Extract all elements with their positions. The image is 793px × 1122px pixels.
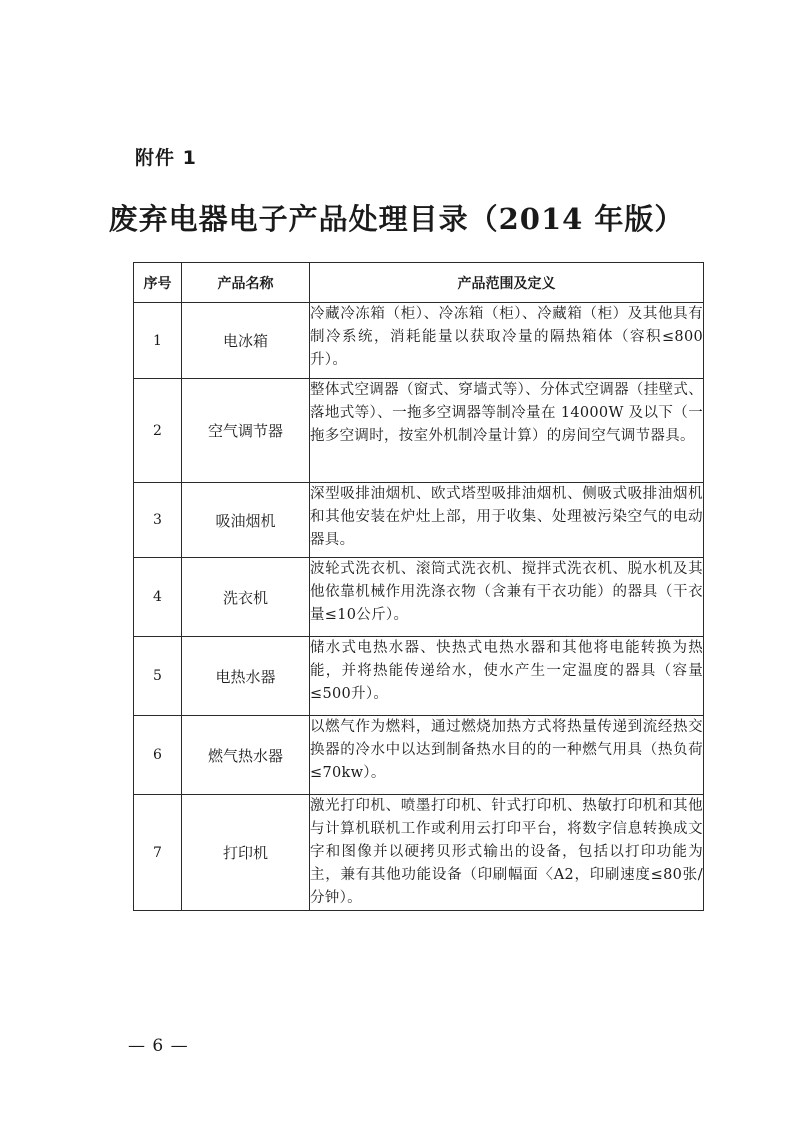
row-product-name: 燃气热水器 — [182, 716, 310, 795]
product-catalog-table — [133, 262, 704, 911]
row-product-name: 吸油烟机 — [182, 483, 310, 558]
table-row — [134, 795, 704, 911]
row-serial-number: 4 — [134, 558, 182, 637]
row-product-name: 电冰箱 — [182, 303, 310, 379]
table-header-row — [134, 263, 704, 303]
table-row — [134, 637, 704, 716]
row-scope-definition: 储水式电热水器、快热式电热水器和其他将电能转换为热能，并将热能传递给水，使水产生一定温度的器具（容量≤500升）。 — [310, 637, 704, 716]
table-row — [134, 379, 704, 483]
row-serial-number: 5 — [134, 637, 182, 716]
table-row — [134, 303, 704, 379]
row-product-name: 空气调节器 — [182, 379, 310, 483]
row-serial-number: 2 — [134, 379, 182, 483]
row-serial-number: 3 — [134, 483, 182, 558]
row-serial-number: 7 — [134, 795, 182, 911]
table-row — [134, 483, 704, 558]
row-scope-definition: 冷藏冷冻箱（柜）、冷冻箱（柜）、冷藏箱（柜）及其他具有制冷系统，消耗能量以获取冷量的隔热箱体（容积≤800升）。 — [310, 303, 704, 379]
attachment-label: 附件 1 — [135, 147, 197, 169]
row-product-name: 电热水器 — [182, 637, 310, 716]
header-scope-definition: 产品范围及定义 — [310, 263, 704, 303]
page-number: — 6 — — [128, 1036, 189, 1056]
header-serial-number: 序号 — [134, 263, 182, 303]
row-product-name: 打印机 — [182, 795, 310, 911]
row-serial-number: 1 — [134, 303, 182, 379]
row-serial-number: 6 — [134, 716, 182, 795]
row-scope-definition: 波轮式洗衣机、滚筒式洗衣机、搅拌式洗衣机、脱水机及其他依靠机械作用洗涤衣物（含兼有干衣功能）的器具（干衣量≤10公斤）。 — [310, 558, 704, 637]
table-row — [134, 558, 704, 637]
row-product-name: 洗衣机 — [182, 558, 310, 637]
header-product-name: 产品名称 — [182, 263, 310, 303]
document-title: 废弃电器电子产品处理目录（2014 年版） — [108, 202, 685, 236]
row-scope-definition: 以燃气作为燃料，通过燃烧加热方式将热量传递到流经热交换器的冷水中以达到制备热水目的的一种燃气用具（热负荷≤70kw）。 — [310, 716, 704, 795]
row-scope-definition: 整体式空调器（窗式、穿墙式等）、分体式空调器（挂壁式、落地式等）、一拖多空调器等制冷量在 14000W 及以下（一拖多空调时，按室外机制冷量计算）的房间空气调节器具。 — [310, 379, 704, 483]
row-scope-definition: 激光打印机、喷墨打印机、针式打印机、热敏打印机和其他与计算机联机工作或利用云打印平台，将数字信息转换成文字和图像并以硬拷贝形式输出的设备，包括以打印功能为主，兼有其他功能设备（印刷幅面〈A2，印刷速度≤80张/分钟）。 — [310, 795, 704, 911]
table-row — [134, 716, 704, 795]
row-scope-definition: 深型吸排油烟机、欧式塔型吸排油烟机、侧吸式吸排油烟机和其他安装在炉灶上部，用于收集、处理被污染空气的电动器具。 — [310, 483, 704, 558]
